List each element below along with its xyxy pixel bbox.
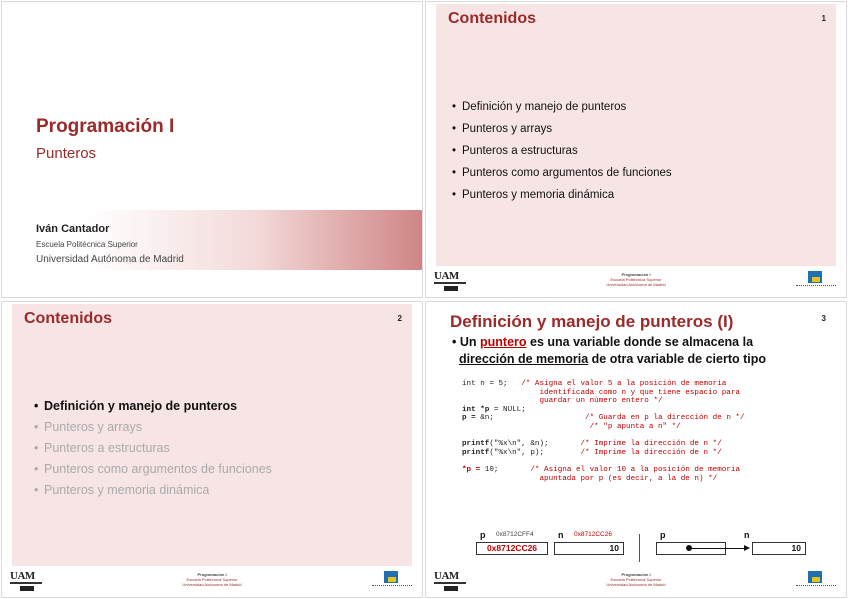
school-name: Escuela Politécnica Superior: [36, 240, 138, 249]
eps-logo: [796, 271, 836, 293]
eps-logo: [796, 571, 836, 593]
var-p-address: 0x8712CFF4: [496, 531, 534, 538]
var-n2-box: 10: [752, 542, 806, 555]
slide-3: [425, 301, 847, 598]
slide-number: 2: [397, 314, 402, 323]
list-item-active: • Definición y manejo de punteros: [34, 399, 238, 413]
list-item: • Punteros a estructuras: [34, 441, 170, 455]
slide-title: Contenidos: [24, 310, 112, 327]
var-n-label: n: [558, 530, 564, 540]
contents-list: [34, 396, 272, 501]
list-item: • Punteros como argumentos de funciones: [34, 462, 272, 476]
list-item: • Punteros a estructuras: [452, 145, 578, 157]
slide-number: 1: [821, 14, 826, 23]
var-n-address: 0x8712CC26: [574, 531, 612, 538]
diagram-separator: [639, 534, 640, 562]
eps-logo: [372, 571, 412, 593]
pointer-arrow-line: [689, 548, 746, 549]
presentation-subtitle: Punteros: [36, 145, 97, 162]
university-name: Universidad Autónoma de Madrid: [36, 254, 184, 265]
code-block: int n = 5; /* Asigna el valor 5 a la posición de memoria identificada como n y que tiene espacio para guardar un número entero */ int *p = NULL; p = &n; /* Guarda en p la dirección de n */ /* "p apunta a n" */ printf("%x\n", &n); /* Imprime la dirección de n */ printf("%x\n", p); /* Imprime la dirección de n */ *p = 10; /* Asigna el valor 10 a la posición de memoria apuntada por p (es decir, a la de n) */: [462, 380, 745, 483]
var-p2-label: p: [660, 530, 666, 540]
footer-text: Programación I Escuela Politécnica Superior Universidad Autónoma de Madrid: [606, 572, 666, 587]
list-item: • Punteros y arrays: [34, 420, 142, 434]
list-item: • Punteros y memoria dinámica: [452, 189, 615, 201]
slide-title-page: [1, 1, 423, 298]
pointer-arrow-head: [744, 545, 750, 551]
slide-footer: [426, 268, 846, 297]
slide-2: [1, 301, 423, 598]
list-item: • Punteros y arrays: [452, 123, 553, 135]
presentation-title: Programación I: [36, 116, 175, 137]
list-item: • Punteros como argumentos de funciones: [452, 167, 672, 179]
var-n2-label: n: [744, 530, 750, 540]
slide-footer: [2, 568, 422, 597]
var-n-box: 10: [554, 542, 624, 555]
contents-list: [452, 96, 672, 206]
slide-title: Contenidos: [448, 10, 536, 27]
uam-logo: UAM: [434, 271, 466, 293]
slide-footer: [426, 568, 846, 597]
author-name: Iván Cantador: [36, 223, 110, 235]
slide-title: Definición y manejo de punteros (I): [450, 312, 734, 331]
var-p-label: p: [480, 530, 486, 540]
list-item: • Definición y manejo de punteros: [452, 101, 627, 113]
var-p-box: 0x8712CC26: [476, 542, 548, 555]
footer-text: Programación I Escuela Politécnica Superior Universidad Autónoma de Madrid: [182, 572, 242, 587]
footer-text: Programación I Escuela Politécnica Superior Universidad Autónoma de Madrid: [606, 272, 666, 287]
uam-logo: UAM: [434, 571, 466, 593]
pointer-definition: • Un puntero es una variable donde se almacena la dirección de memoria de otra variable de cierto tipo: [452, 335, 766, 366]
uam-logo: UAM: [10, 571, 42, 593]
slide-number: 3: [821, 314, 826, 323]
list-item: • Punteros y memoria dinámica: [34, 483, 210, 497]
slide-1: [425, 1, 847, 298]
